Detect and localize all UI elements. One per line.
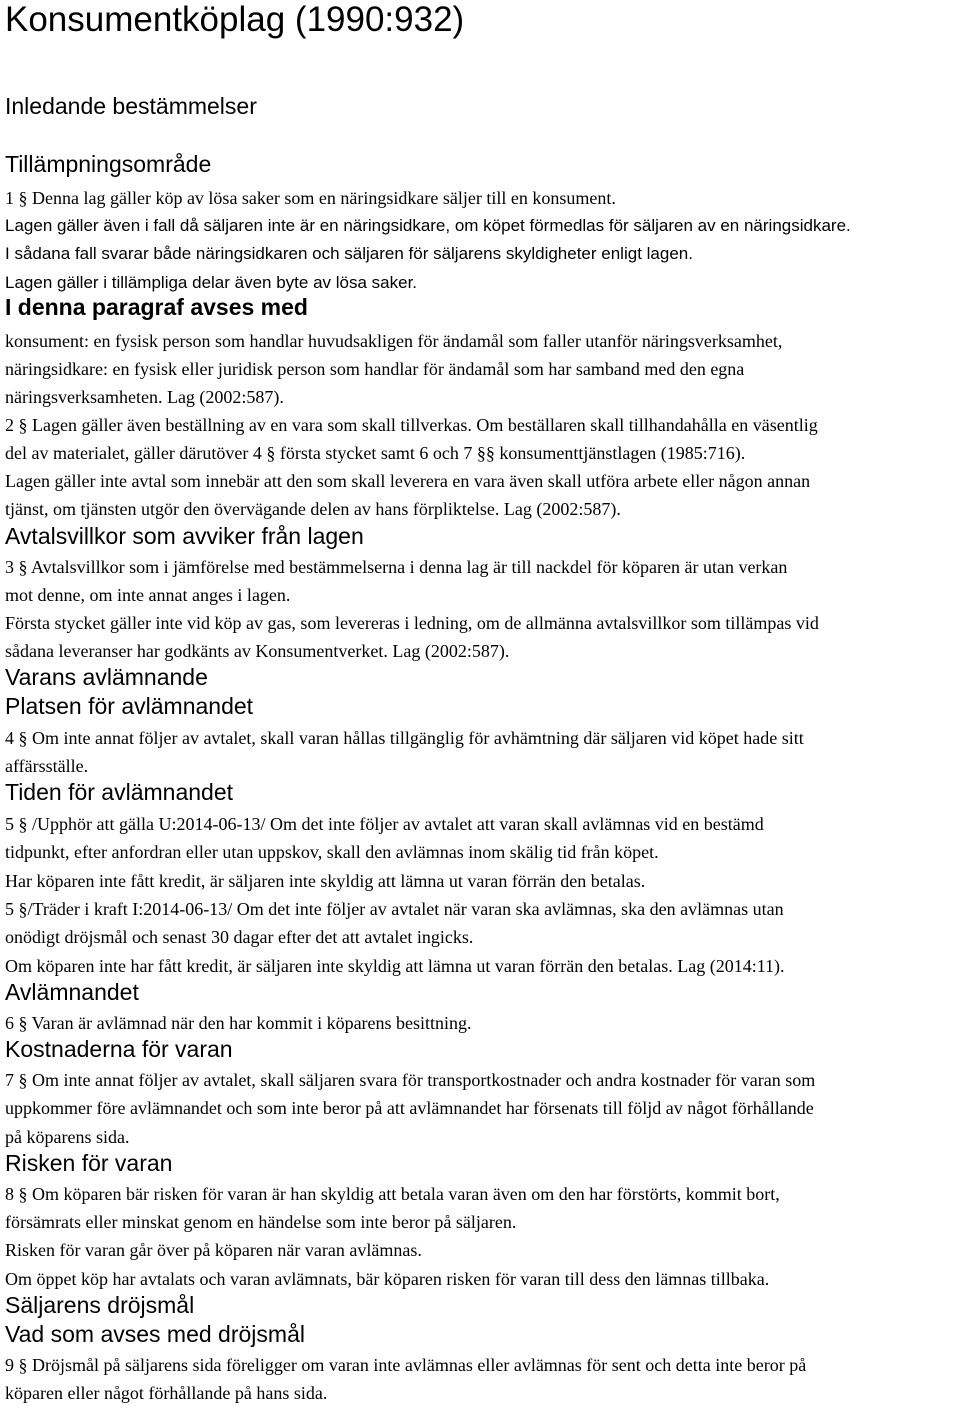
subsection-heading: Avtalsvillkor som avviker från lagen — [5, 523, 364, 549]
subsection-heading: Tillämpningsområde — [5, 151, 212, 177]
paragraph-line: 1 § Denna lag gäller köp av lösa saker som en näringsidkare säljer till en konsument. — [5, 188, 616, 208]
section-heading: Inledande bestämmelser — [5, 93, 257, 119]
paragraph-line: på köparens sida. — [5, 1127, 130, 1147]
paragraph-line: Första stycket gäller inte vid köp av gas, som levereras i ledning, om de allmänna avtalsvillkor som tillämpas vid — [5, 613, 819, 633]
paragraph-line: näringsidkare: en fysisk eller juridisk person som handlar för ändamål som har samband med den egna — [5, 359, 745, 379]
subsection-heading: Avlämnandet — [5, 979, 139, 1005]
paragraph-line: sådana leveranser har godkänts av Konsumentverket. Lag (2002:587). — [5, 641, 510, 661]
paragraph-line: näringsverksamheten. Lag (2002:587). — [5, 387, 284, 407]
paragraph-line: konsument: en fysisk person som handlar huvudsakligen för ändamål som faller utanför näringsverksamhet, — [5, 331, 783, 351]
paragraph-line: uppkommer före avlämnandet och som inte beror på att avlämnandet har försenats till följd av något förhållande — [5, 1098, 814, 1118]
paragraph-line: 2 § Lagen gäller även beställning av en vara som skall tillverkas. Om beställaren skall tillhandahålla en väsentlig — [5, 415, 818, 435]
paragraph-line: del av materialet, gäller därutöver 4 § första stycket samt 6 och 7 §§ konsumenttjänstlagen (1985:716). — [5, 443, 746, 463]
paragraph-line: 3 § Avtalsvillkor som i jämförelse med bestämmelserna i denna lag är till nackdel för köparen är utan verkan — [5, 557, 788, 577]
subsection-heading: I denna paragraf avses med — [5, 294, 308, 320]
section-heading: Varans avlämnande — [5, 664, 208, 690]
paragraph-line: Har köparen inte fått kredit, är säljaren inte skyldig att lämna ut varan förrän den betalas. — [5, 871, 646, 891]
paragraph-line: onödigt dröjsmål och senast 30 dagar efter det att avtalet ingicks. — [5, 927, 474, 947]
paragraph-line: affärsställe. — [5, 756, 89, 776]
page-title: Konsumentköplag (1990:932) — [5, 0, 465, 39]
paragraph-line: Om köparen inte har fått kredit, är säljaren inte skyldig att lämna ut varan förrän den betalas. Lag (2014:11). — [5, 956, 785, 976]
subsection-heading: Vad som avses med dröjsmål — [5, 1321, 305, 1347]
paragraph-line: Risken för varan går över på köparen när varan avlämnas. — [5, 1240, 422, 1260]
paragraph-line: 5 §/Träder i kraft I:2014-06-13/ Om det inte följer av avtalet när varan ska avlämnas, ska den avlämnas utan — [5, 899, 784, 919]
paragraph-line: tidpunkt, efter anfordran eller utan uppskov, skall den avlämnas inom skälig tid från köpet. — [5, 842, 659, 862]
paragraph-line: tjänst, om tjänsten utgör den övervägande delen av hans förpliktelse. Lag (2002:587). — [5, 499, 621, 519]
subsection-heading: Kostnaderna för varan — [5, 1036, 233, 1062]
subsection-heading: Platsen för avlämnandet — [5, 693, 254, 719]
section-heading: Säljarens dröjsmål — [5, 1292, 195, 1318]
paragraph-line: mot denne, om inte annat anges i lagen. — [5, 585, 291, 605]
paragraph-line: Lagen gäller även i fall då säljaren inte är en näringsidkare, om köpet förmedlas för säljaren av en näringsidkare. — [5, 216, 851, 235]
paragraph-line: Lagen gäller i tillämpliga delar även byte av lösa saker. — [5, 273, 418, 292]
paragraph-line: köparen eller något förhållande på hans sida. — [5, 1383, 328, 1403]
paragraph-line: 8 § Om köparen bär risken för varan är han skyldig att betala varan även om den har förstörts, kommit bort, — [5, 1184, 780, 1204]
subsection-heading: Tiden för avlämnandet — [5, 779, 234, 805]
paragraph-line: försämrats eller minskat genom en händelse som inte beror på säljaren. — [5, 1212, 517, 1232]
paragraph-line: Lagen gäller inte avtal som innebär att den som skall leverera en vara även skall utföra arbete eller någon annan — [5, 471, 811, 491]
paragraph-line: 6 § Varan är avlämnad när den har kommit i köparens besittning. — [5, 1013, 472, 1033]
paragraph-line: I sådana fall svarar både näringsidkaren och säljaren för säljarens skyldigheter enligt lagen. — [5, 244, 693, 263]
paragraph-line: Om öppet köp har avtalats och varan avlämnats, bär köparen risken för varan till dess den lämnas tillbaka. — [5, 1269, 770, 1289]
paragraph-line: 5 § /Upphör att gälla U:2014-06-13/ Om det inte följer av avtalet att varan skall avlämnas vid en bestämd — [5, 814, 764, 834]
paragraph-line: 4 § Om inte annat följer av avtalet, skall varan hållas tillgänglig för avhämtning där säljaren vid köpet hade sitt — [5, 728, 804, 748]
paragraph-line: 9 § Dröjsmål på säljarens sida föreligger om varan inte avlämnas eller avlämnas för sent och detta inte beror på — [5, 1355, 807, 1375]
paragraph-line: 7 § Om inte annat följer av avtalet, skall säljaren svara för transportkostnader och andra kostnader för varan som — [5, 1070, 816, 1090]
subsection-heading: Risken för varan — [5, 1150, 173, 1176]
